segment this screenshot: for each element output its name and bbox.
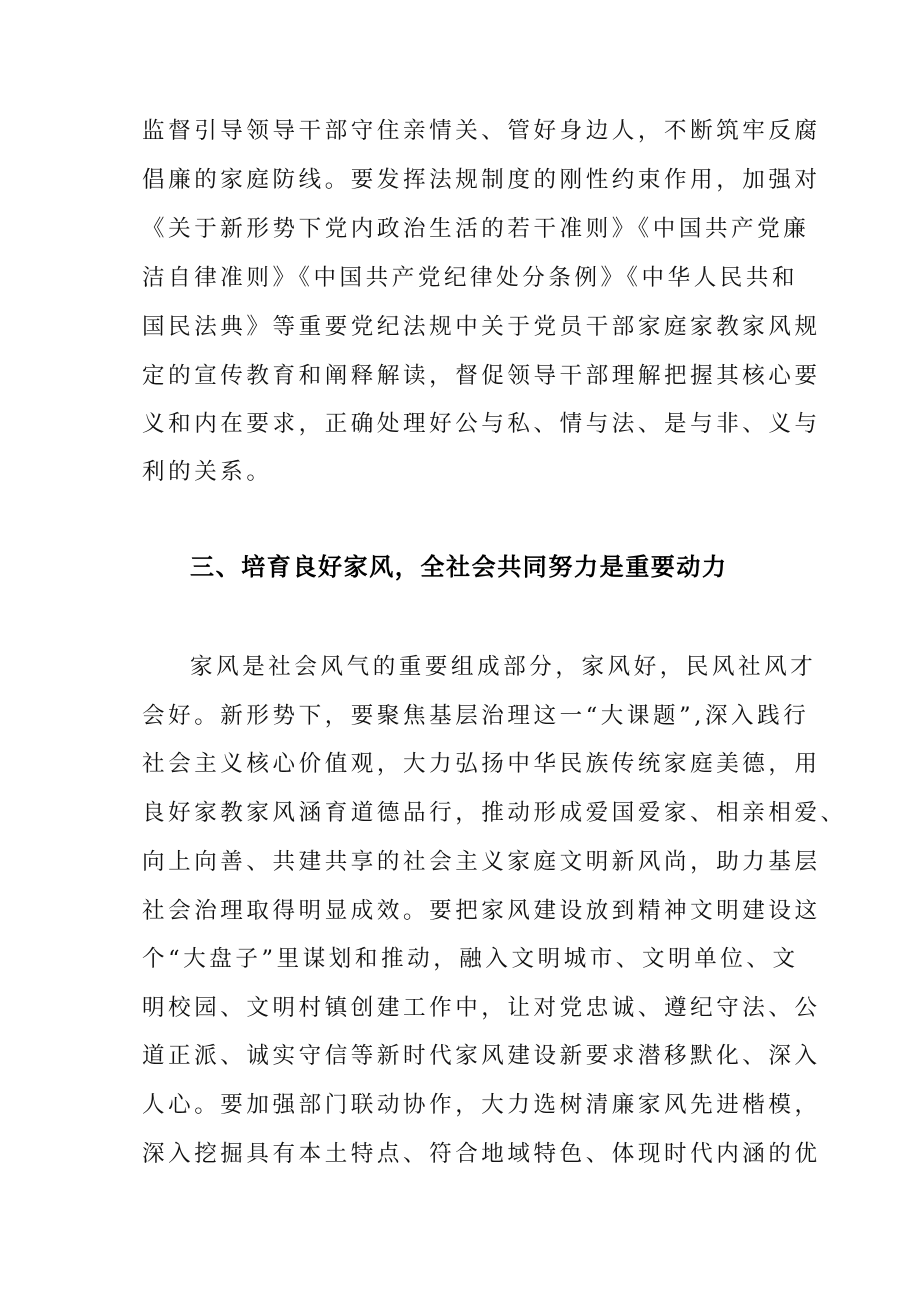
paragraph-line: 定的宣传教育和阐释解读，督促领导干部理解把握其核心要 [142, 363, 821, 389]
paragraph-line: 明校园、文明村镇创建工作中，让对党忠诚、遵纪守法、公 [142, 995, 821, 1021]
paragraph-line: 倡廉的家庭防线。要发挥法规制度的刚性约束作用，加强对 [142, 167, 821, 193]
paragraph-line: 家风是社会风气的重要组成部分，家风好，民风社风才 [190, 654, 817, 680]
paragraph-line: 国民法典》等重要党纪法规中关于党员干部家庭家教家风规 [142, 314, 821, 340]
paragraph-line: 良好家教家风涵育道德品行，推动形成爱国爱家、相亲相爱、 [142, 800, 847, 826]
paragraph-line: 会好。新形势下，要聚焦基层治理这一“大课题”,深入践行 [142, 703, 810, 729]
paragraph-line: 人心。要加强部门联动协作，大力选树清廉家风先进楷模， [142, 1092, 821, 1118]
paragraph-line: 洁自律准则》《中国共产党纪律处分条例》《中华人民共和 [142, 265, 799, 291]
paragraph-line: 义和内在要求，正确处理好公与私、情与法、是与非、义与 [142, 411, 821, 437]
paragraph-line: 个“大盘子”里谋划和推动，融入文明城市、文明单位、文 [142, 946, 799, 972]
section-heading: 三、培育良好家风，全社会共同努力是重要动力 [190, 553, 728, 581]
paragraph-line: 向上向善、共建共享的社会主义家庭文明新风尚，助力基层 [142, 849, 821, 875]
paragraph-line: 监督引导领导干部守住亲情关、管好身边人，不断筑牢反腐 [142, 118, 821, 144]
paragraph-line: 深入挖掘具有本土特点、符合地域特色、体现时代内涵的优 [142, 1141, 821, 1167]
paragraph-line: 《关于新形势下党内政治生活的若干准则》《中国共产党廉 [142, 216, 810, 242]
paragraph-line: 社会治理取得明显成效。要把家风建设放到精神文明建设这 [142, 898, 821, 924]
paragraph-line: 利的关系。 [142, 459, 273, 485]
paragraph-line: 社会主义核心价值观，大力弘扬中华民族传统家庭美德，用 [142, 751, 821, 777]
paragraph-line: 道正派、诚实守信等新时代家风建设新要求潜移默化、深入 [142, 1043, 821, 1069]
